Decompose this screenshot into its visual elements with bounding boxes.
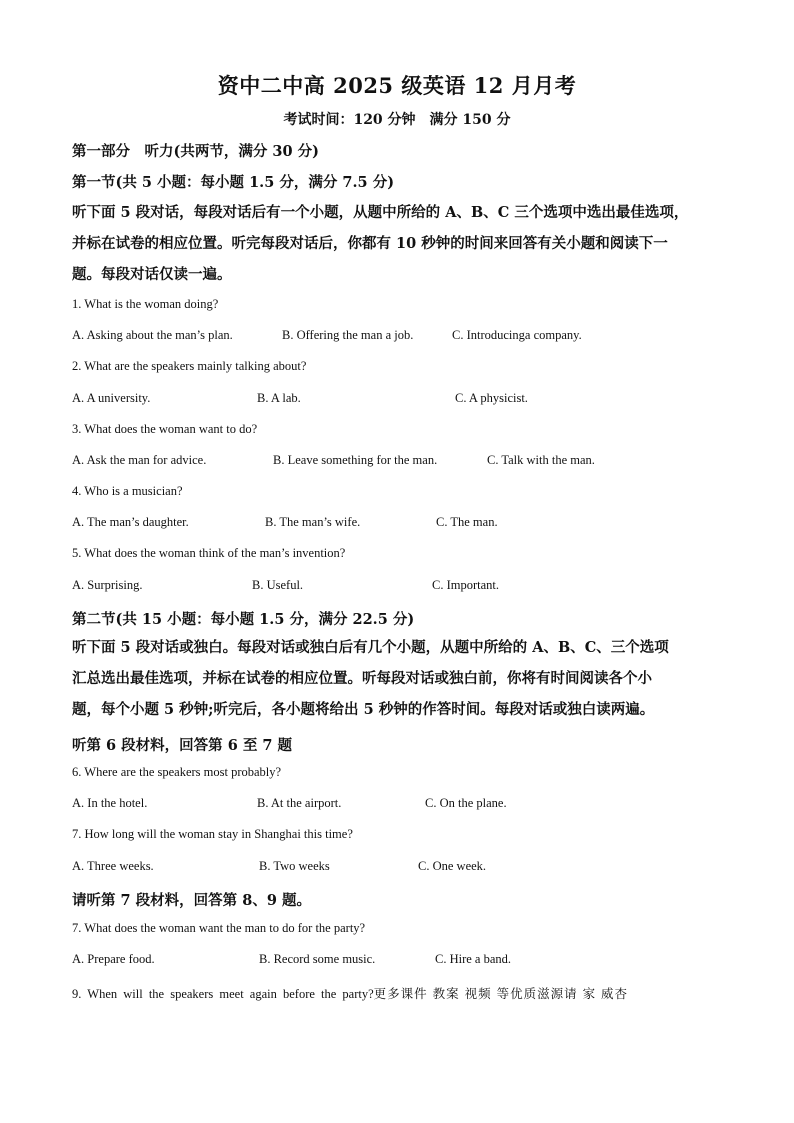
option-a: A. Asking about the man’s plan.	[72, 328, 233, 342]
option-c: C. Introducinga company.	[452, 328, 582, 342]
section2-instruction-line: 听下面 5 段对话或独白。每段对话或独白后有几个小题，从题中所给的 A、B、C、三个选项	[72, 639, 669, 656]
option-c: C. The man.	[436, 515, 498, 529]
section1-instruction-line: 题。每段对话仅读一遍。	[72, 266, 232, 283]
question-text: 7. How long will the woman stay in Shanghai this time?	[72, 827, 353, 841]
option-b: B. A lab.	[257, 391, 301, 405]
question-text: 6. Where are the speakers most probably?	[72, 765, 282, 779]
section1-instruction-line: 并标在试卷的相应位置。听完每段对话后，你都有 10 秒钟的时间来回答有关小题和阅读下一	[72, 235, 668, 252]
question-text: 9. When will the speakers meet again before the party?	[72, 987, 374, 1001]
question-9-line	[72, 983, 628, 1002]
option-c: C. On the plane.	[425, 796, 507, 810]
option-c: C. Important.	[432, 578, 500, 592]
section1-heading: 第一节(共 5 小题：每小题 1.5 分，满分 7.5 分)	[72, 174, 395, 191]
option-b: B. Record some music.	[259, 952, 376, 966]
question-text: 2. What are the speakers mainly talking about?	[72, 359, 307, 373]
exam-title: 资中二中高 2025 级英语 12 月月考	[217, 73, 577, 98]
option-a: A. Three weeks.	[72, 859, 154, 873]
section1-instruction-line: 听下面 5 段对话，每段对话后有一个小题，从题中所给的 A、B、C 三个选项中选出最佳选项，	[72, 204, 689, 221]
option-c: C. A physicist.	[455, 391, 528, 405]
material-6-heading: 听第 6 段材料，回答第 6 至 7 题	[72, 737, 293, 754]
option-c: C. Hire a band.	[435, 952, 512, 966]
option-b: B. Two weeks	[259, 859, 330, 873]
question-text: 3. What does the woman want to do?	[72, 422, 258, 436]
option-c: C. Talk with the man.	[487, 453, 595, 467]
question-text: 1. What is the woman doing?	[72, 297, 219, 311]
option-a: A. The man’s daughter.	[72, 515, 189, 529]
part1-heading: 第一部分 听力(共两节，满分 30 分)	[72, 143, 319, 160]
option-b: B. Useful.	[252, 578, 304, 592]
option-b: B. The man’s wife.	[265, 515, 361, 529]
option-a: A. A university.	[72, 391, 151, 405]
option-a: A. Surprising.	[72, 578, 143, 592]
question-text: 5. What does the woman think of the man’s invention?	[72, 546, 346, 560]
option-a: A. Ask the man for advice.	[72, 453, 207, 467]
option-b: B. At the airport.	[257, 796, 342, 810]
watermark-text: 更多课件 教案 视频 等优质滋源请 家 威杏	[373, 986, 629, 1001]
option-b: B. Offering the man a job.	[282, 328, 414, 342]
section2-instruction-line: 题，每个小题 5 秒钟;听完后，各小题将给出 5 秒钟的作答时间。每段对话或独白读两遍。	[72, 701, 655, 718]
option-a: A. Prepare food.	[72, 952, 155, 966]
option-a: A. In the hotel.	[72, 796, 148, 810]
material-7-heading: 请听第 7 段材料，回答第 8、9 题。	[72, 892, 311, 909]
option-b: B. Leave something for the man.	[273, 453, 438, 467]
section2-heading: 第二节(共 15 小题：每小题 1.5 分，满分 22.5 分)	[72, 611, 415, 628]
section2-instruction-line: 汇总选出最佳选项，并标在试卷的相应位置。听每段对话或独白前，你将有时间阅读各个小	[72, 670, 652, 687]
question-text: 4. Who is a musician?	[72, 484, 183, 498]
question-text: 7. What does the woman want the man to do for the party?	[72, 921, 366, 935]
option-c: C. One week.	[418, 859, 487, 873]
exam-subtitle: 考试时间：120 分钟 满分 150 分	[283, 112, 511, 128]
